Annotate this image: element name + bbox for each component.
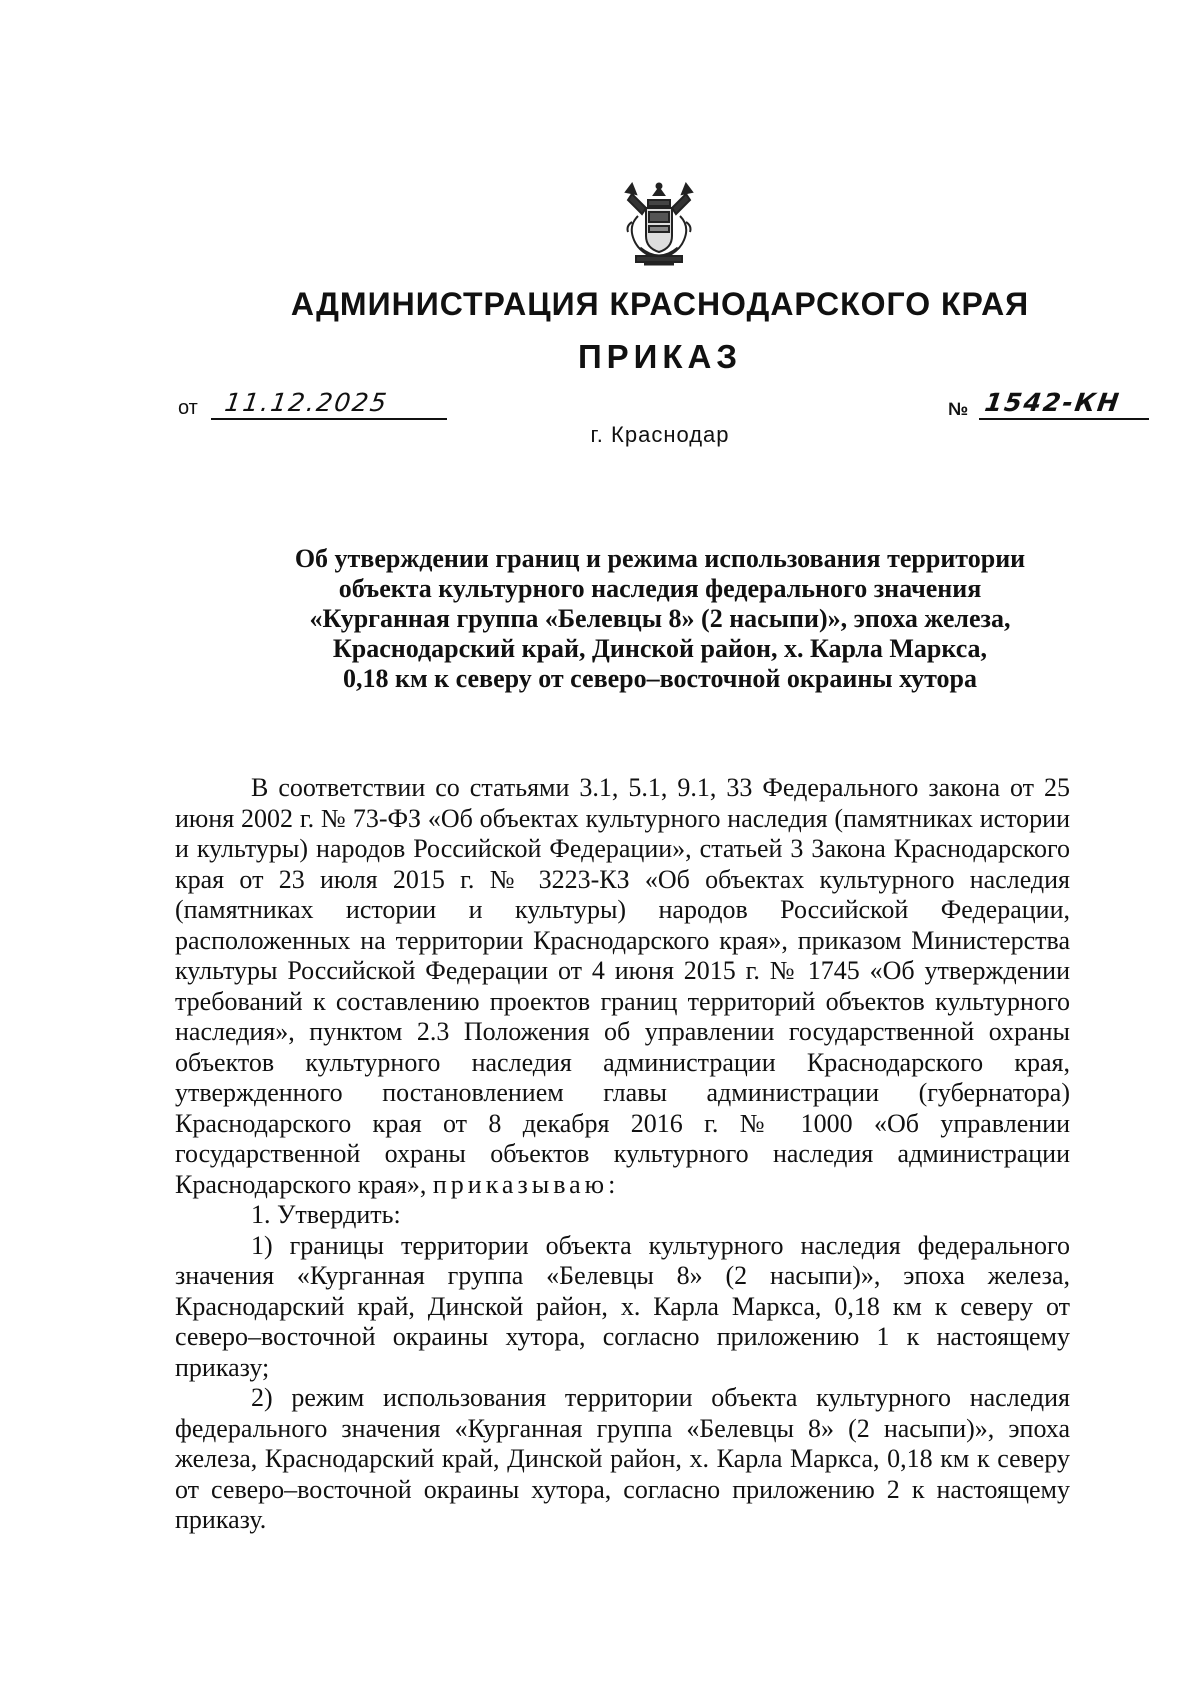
subject-line: Краснодарский край, Динской район, х. Карла Маркса, <box>332 634 988 663</box>
order-word: приказываю: <box>432 1169 620 1199</box>
date-field <box>178 388 447 420</box>
item-1: 1. Утвердить: <box>251 1200 401 1229</box>
number-prefix: № <box>948 399 969 419</box>
document-type-title: ПРИКАЗ <box>577 338 743 375</box>
number-line <box>979 388 1149 420</box>
subject-line: Об утверждении границ и режима использования территории <box>294 544 1026 573</box>
handwritten-number: 1542-КН <box>983 388 1123 417</box>
preamble-paragraph <box>175 773 1070 1200</box>
item-1-2: 2) режим использования территории объекта культурного наследия федерального значения «Курганная группа «Белевцы 8» (2 насыпи)», эпоха железа, Краснодарский край, Динской район, х. Карла Маркса, 0,18 км к северу от северо–восточной окраины хутора, согласно приложению 2 к настоящему приказу. <box>175 1383 1070 1534</box>
date-prefix: от <box>178 397 198 419</box>
organization-title: АДМИНИСТРАЦИЯ КРАСНОДАРСКОГО КРАЯ <box>290 286 1030 322</box>
subject-line: «Курганная группа «Белевцы 8» (2 насыпи)», эпоха железа, <box>309 604 1011 633</box>
item-1-1: 1) границы территории объекта культурного наследия федерального значения «Курганная группа «Белевцы 8» (2 насыпи)», эпоха железа, Краснодарский край, Динской район, х. Карла Маркса, 0,18 км к северу от северо–восточной окраины хутора, согласно приложению 1 к настоящему приказу; <box>175 1230 1070 1382</box>
preamble-text: В соответствии со статьями 3.1, 5.1, 9.1, 33 Федерального закона от 25 июня 2002 г. № 73-ФЗ «Об объектах культурного наследия (памятниках истории и культуры) народов Российской Федерации», статьей 3 Закона Краснодарского края от 23 июля 2015 г. № 3223-КЗ «Об объектах культурного наследия (памятниках истории и культуры) народов Российской Федерации, расположенных на территории Краснодарского края», приказом Министерства культуры Российской Федерации от 4 июня 2015 г. № 1745 «Об утверждении требований к составлению проектов границ территорий объектов культурного наследия», пунктом 2.3 Положения об управлении государственной охраны объектов культурного наследия администрации Краснодарского края, утвержденного постановлением главы администрации (губернатора) Краснодарского края от 8 декабря 2016 г. № 1000 «Об управлении государственной охраны объектов культурного наследия администрации Краснодарского края», <box>175 773 1070 1199</box>
document-body <box>175 773 1070 1536</box>
city-name: г. Краснодар <box>590 422 730 447</box>
krasnodar-coat-of-arms-icon <box>618 182 700 270</box>
document-subject <box>220 544 1100 694</box>
subject-line: объекта культурного наследия федерального значения <box>338 574 982 603</box>
subject-line: 0,18 км к северу от северо–восточной окраины хутора <box>342 664 978 693</box>
date-line <box>211 388 447 420</box>
number-field <box>948 388 1149 420</box>
handwritten-date: 11.12.2025 <box>223 388 391 417</box>
